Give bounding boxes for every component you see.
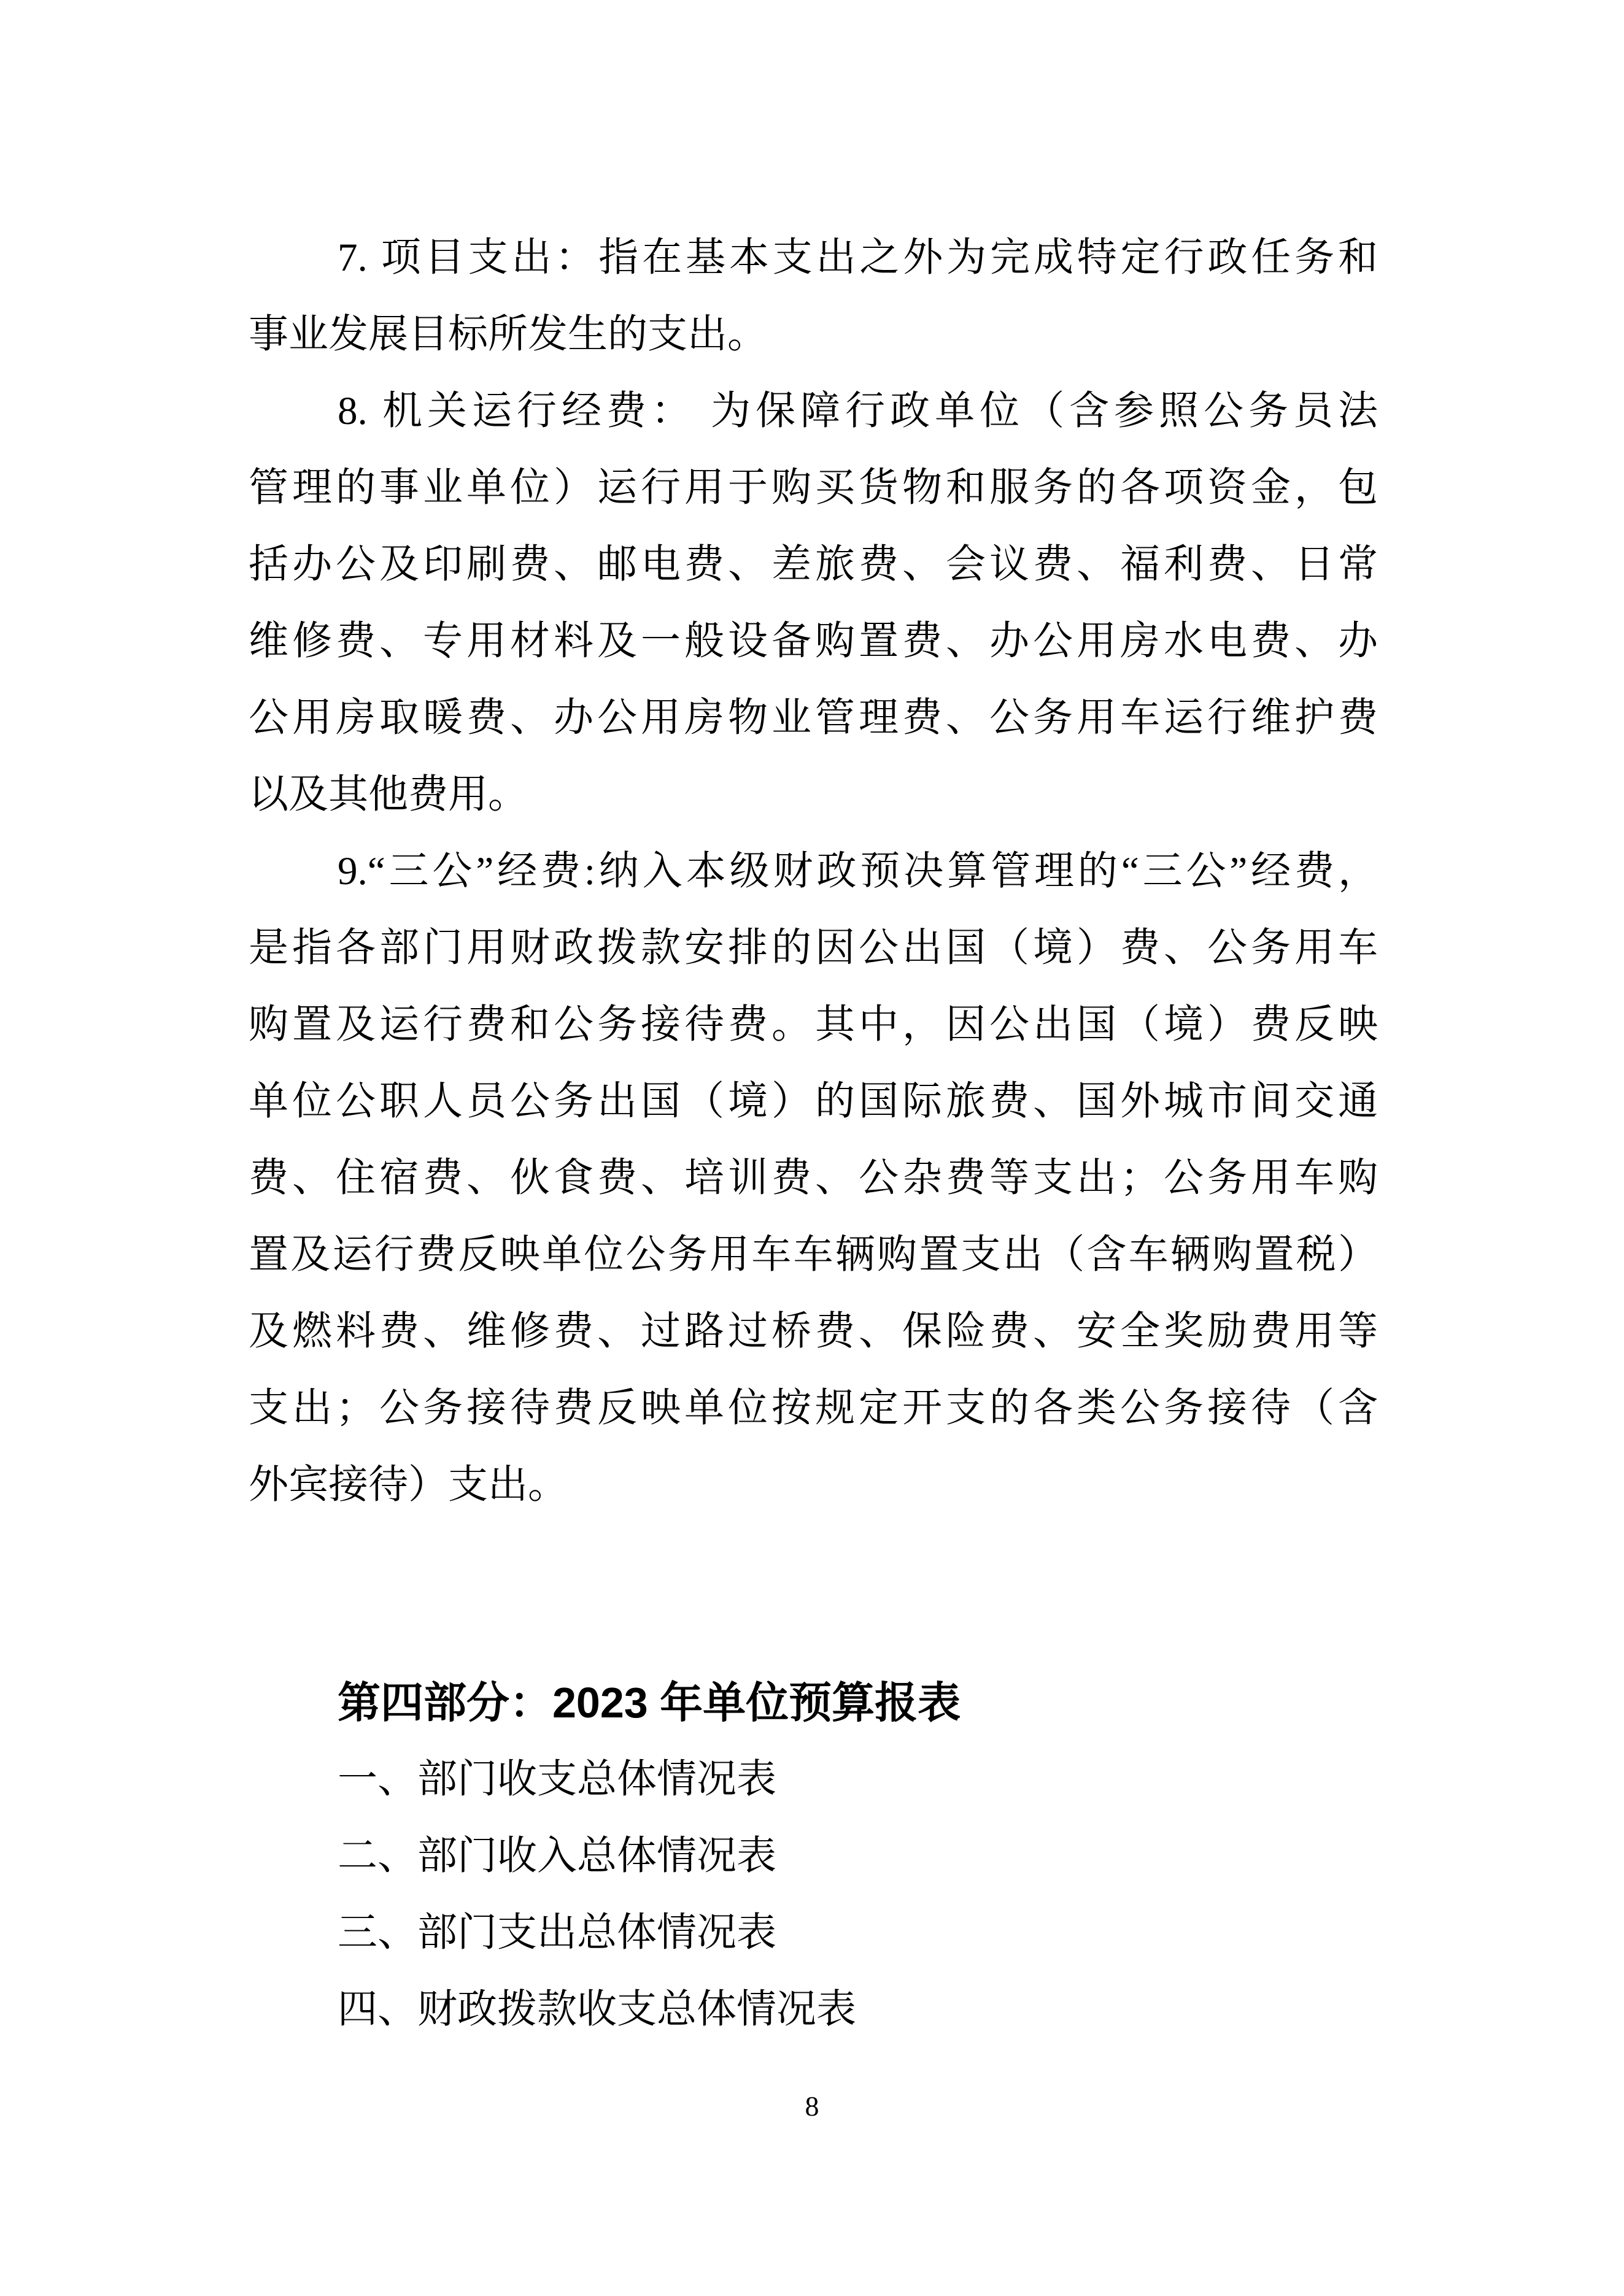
toc-item-2: 二、部门收入总体情况表 bbox=[338, 1834, 777, 1878]
paragraph-line: 及燃料费、维修费、过路过桥费、保险费、安全奖励费用等 bbox=[249, 1309, 1378, 1354]
section-4-heading: 第四部分：2023 年单位预算报表 bbox=[338, 1679, 961, 1727]
page-number: 8 bbox=[805, 2090, 819, 2122]
paragraph-line: 7. 项目支出：指在基本支出之外为完成特定行政任务和 bbox=[338, 236, 1378, 280]
paragraph-line: 费、住宿费、伙食费、培训费、公杂费等支出；公务用车购 bbox=[249, 1156, 1378, 1200]
paragraph-line: 事业发展目标所发生的支出。 bbox=[249, 312, 768, 356]
section-4 bbox=[249, 1665, 1378, 2048]
paragraph-line: 支出；公务接待费反映单位按规定开支的各类公务接待（含 bbox=[249, 1386, 1378, 1430]
paragraph-line: 公用房取暖费、办公用房物业管理费、公务用车运行维护费 bbox=[249, 696, 1378, 740]
paragraph-7 bbox=[249, 220, 1378, 373]
toc-item-1: 一、部门收支总体情况表 bbox=[338, 1757, 777, 1801]
paragraph-line: 外宾接待）支出。 bbox=[249, 1463, 568, 1507]
paragraph-line: 9.“三公”经费:纳入本级财政预决算管理的“三公”经费， bbox=[338, 849, 1378, 893]
paragraph-line: 单位公职人员公务出国（境）的国际旅费、国外城市间交通 bbox=[249, 1079, 1378, 1123]
paragraph-line: 维修费、专用材料及一般设备购置费、办公用房水电费、办 bbox=[249, 619, 1378, 663]
toc-item-4: 四、财政拨款收支总体情况表 bbox=[338, 1987, 857, 2032]
toc-item-3: 三、部门支出总体情况表 bbox=[338, 1911, 777, 1955]
paragraph-line: 是指各部门用财政拨款安排的因公出国（境）费、公务用车 bbox=[249, 926, 1378, 970]
document-body bbox=[249, 220, 1378, 2048]
paragraph-8 bbox=[249, 373, 1378, 833]
paragraph-line: 管理的事业单位）运行用于购买货物和服务的各项资金，包 bbox=[249, 466, 1378, 510]
paragraph-line: 置及运行费反映单位公务用车车辆购置支出（含车辆购置税） bbox=[249, 1233, 1378, 1277]
paragraph-line: 括办公及印刷费、邮电费、差旅费、会议费、福利费、日常 bbox=[249, 542, 1378, 587]
paragraph-9 bbox=[249, 833, 1378, 1524]
paragraph-line: 8. 机关运行经费： 为保障行政单位（含参照公务员法 bbox=[338, 389, 1378, 433]
paragraph-line: 购置及运行费和公务接待费。其中，因公出国（境）费反映 bbox=[249, 1003, 1378, 1047]
paragraph-line: 以及其他费用。 bbox=[249, 772, 528, 817]
